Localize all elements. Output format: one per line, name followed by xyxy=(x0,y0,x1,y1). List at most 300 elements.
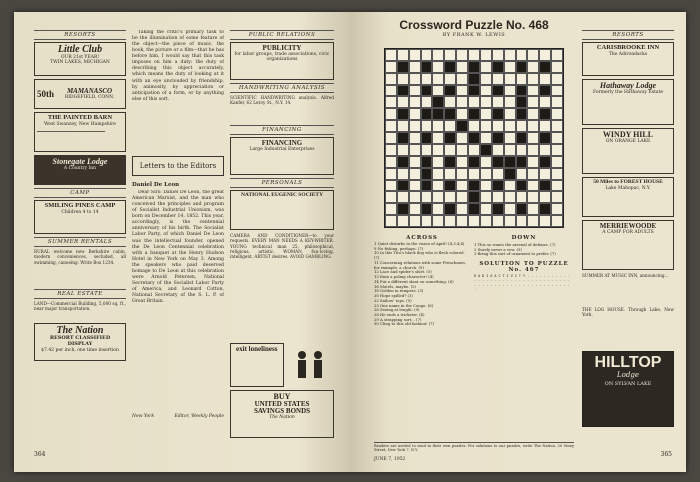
grid-cell xyxy=(444,144,456,156)
grid-cell xyxy=(432,180,444,192)
grid-cell xyxy=(432,61,444,73)
grid-cell xyxy=(409,156,421,168)
ad-publicity: PUBLICITY for labor groups, trade associations, civic organizations xyxy=(230,42,334,80)
grid-cell xyxy=(456,61,468,73)
page-number: 364 xyxy=(34,451,46,458)
grid-cell xyxy=(504,108,516,120)
real-estate-text: LAND—Commercial Building, 5,000 sq. ft., near major transportation. xyxy=(34,301,126,312)
grid-black-square xyxy=(492,156,504,168)
section-header: RESORTS xyxy=(582,30,674,40)
grid-cell xyxy=(409,108,421,120)
puzzle-title: Crossword Puzzle No. 468 xyxy=(399,18,549,32)
grid-black-square xyxy=(397,180,409,192)
ad-painted-barn: THE PAINTED BARN West Swanzey, New Hampshire ━━━━━━━━━━━━━━━━━━━━━━━━━━━ xyxy=(34,112,126,152)
letters-box xyxy=(132,156,224,176)
grid-cell xyxy=(516,73,528,85)
grid-black-square xyxy=(516,108,528,120)
grid-black-square xyxy=(539,156,551,168)
down-clue: 3 Bring this sort of ornament to prefer. (7) xyxy=(474,251,556,257)
grid-cell xyxy=(456,85,468,97)
grid-cell xyxy=(397,191,409,203)
letter-body: Dear Sirs: Daniel De Leon, the great American Marxist, and the man who conceived the principles and program of Socialist Industrial Unionism, was born on December 14, 1852. This year, accordingly, is the centennial anniversary of his birth. The Socialist Labor Party, of which Daniel De Leon was the intellectual founder, opened the De Leon Centennial celebration with a banquet at the Henry Hudson Hotel in New York on May 3. Among the speakers who paid deserved homage to De Leon at this celebration were Arnold Petersen, National Secretary of the Socialist Labor Party of America, and Leonard Cotton, National Secretary of the S. L. P. of Great Britain. xyxy=(132,190,224,305)
grid-cell xyxy=(551,108,563,120)
grid-cell xyxy=(504,73,516,85)
grid-cell xyxy=(527,168,539,180)
across-clue: 18 Golden in tempers. (3) xyxy=(374,288,424,294)
grid-cell xyxy=(504,191,516,203)
grid-black-square xyxy=(397,156,409,168)
across-clue: 23 One name in the Congo. (6) xyxy=(374,302,434,308)
grid-black-square xyxy=(516,85,528,97)
across-clue: 28 He ends a trickster. (4) xyxy=(374,312,425,318)
grid-cell xyxy=(397,120,409,132)
grid-black-square xyxy=(432,108,444,120)
grid-cell xyxy=(385,120,397,132)
down-clue: 2 Surely never a vow. (5) xyxy=(474,246,522,252)
grid-cell xyxy=(527,61,539,73)
solution-header: SOLUTION TO PUZZLE No. 467 xyxy=(479,261,569,274)
across-clue: 11 Concerning relations with some Frenchmen, for example, a church. (9) xyxy=(374,259,466,270)
section-header: PERSONALS xyxy=(230,178,334,188)
grid-cell xyxy=(504,215,516,227)
ad-mamanasco: 50th MAMANASCO RIDGEFIELD, CONN. xyxy=(34,79,126,109)
ad-exit-loneliness: exit loneliness xyxy=(230,343,284,387)
grid-black-square xyxy=(468,108,480,120)
grid-cell xyxy=(409,144,421,156)
across-clue: 16 Motels, maybe. (5) xyxy=(374,283,417,289)
ad-hilltop: HILLTOP Lodge ON SYLVAN LAKE xyxy=(582,351,674,427)
crossword-column xyxy=(374,18,574,38)
grid-cell xyxy=(492,215,504,227)
grid-cell xyxy=(444,215,456,227)
grid-cell xyxy=(551,61,563,73)
grid-black-square xyxy=(421,132,433,144)
grid-cell xyxy=(444,168,456,180)
grid-cell xyxy=(480,49,492,61)
grid-cell xyxy=(527,132,539,144)
grid-cell xyxy=(385,156,397,168)
grid-cell xyxy=(492,168,504,180)
grid-cell xyxy=(397,144,409,156)
grid-black-square xyxy=(421,203,433,215)
handwriting-text: SCIENTIFIC HANDWRITING analysis. Alfred Kanfer, 62 Leroy St., N.Y. 14. xyxy=(230,95,334,106)
grid-cell xyxy=(409,73,421,85)
grid-cell xyxy=(385,191,397,203)
grid-black-square xyxy=(492,203,504,215)
rentals-text: RURAL welcome new Berkshire cabin, modern conveniences, secluded, all swimming, canoeing. Write Box 1234. xyxy=(34,249,126,265)
grid-black-square xyxy=(397,85,409,97)
grid-cell xyxy=(432,144,444,156)
grid-cell xyxy=(456,144,468,156)
grid-black-square xyxy=(539,180,551,192)
grid-black-square xyxy=(492,61,504,73)
grid-cell xyxy=(504,203,516,215)
grid-cell xyxy=(504,180,516,192)
classified-column xyxy=(230,30,334,441)
grid-cell xyxy=(456,108,468,120)
grid-black-square xyxy=(539,85,551,97)
grid-black-square xyxy=(397,203,409,215)
grid-cell xyxy=(516,49,528,61)
across-clue: 29 A strapping sort... (7) xyxy=(374,316,422,322)
grid-cell xyxy=(468,49,480,61)
ad-forest-house: 50 Miles to FOREST HOUSE Lake Mahopac, N.Y. xyxy=(582,177,674,217)
grid-cell xyxy=(409,132,421,144)
resort-ads-column xyxy=(34,30,126,364)
puzzle-footer: Readers are invited to send in their own puzzles. For solutions to our puzzles, write The Nation, 20 Vesey Street, New York 7, N.Y. xyxy=(374,444,574,453)
grid-cell xyxy=(456,49,468,61)
grid-black-square xyxy=(516,156,528,168)
people-illustration-icon xyxy=(290,345,330,385)
grid-cell xyxy=(421,120,433,132)
grid-cell xyxy=(432,85,444,97)
ad-carisbrooke: CARISBROOKE INN The Adirondacks xyxy=(582,42,674,76)
across-clue-list xyxy=(374,242,470,327)
grid-black-square xyxy=(504,168,516,180)
grid-cell xyxy=(444,96,456,108)
grid-cell xyxy=(456,203,468,215)
grid-black-square xyxy=(492,132,504,144)
grid-cell xyxy=(385,144,397,156)
across-clue: 9 No fishing, perhaps. (7) xyxy=(374,245,424,251)
grid-cell xyxy=(539,168,551,180)
grid-cell xyxy=(409,49,421,61)
grid-black-square xyxy=(516,180,528,192)
article-text: Taking the critic's primary task to be the illumination of some feature of the object—the piece of music, the book, the picture or a film—that he has before him, I would say that this task imposes on him a duty: the duty of describing this object accurately, which means the duty of looking at it with an eye unclouded by friendship, by animosity, by appreciation or anticipation of a form, or by anything else of this sort. xyxy=(132,30,224,102)
section-header: HANDWRITING ANALYSIS xyxy=(230,83,334,93)
figures-illustration xyxy=(287,343,335,387)
grid-black-square xyxy=(432,96,444,108)
grid-cell xyxy=(432,168,444,180)
grid-black-square xyxy=(516,96,528,108)
across-clue: 30 Cling to this old fashion! (7) xyxy=(374,321,435,327)
grid-cell xyxy=(551,144,563,156)
right-resort-column xyxy=(582,30,674,427)
grid-cell xyxy=(468,144,480,156)
grid-cell xyxy=(421,191,433,203)
grid-cell xyxy=(385,168,397,180)
grid-cell xyxy=(539,73,551,85)
section-header: FINANCING xyxy=(230,125,334,135)
grid-cell xyxy=(456,96,468,108)
grid-cell xyxy=(551,85,563,97)
grid-black-square xyxy=(468,73,480,85)
across-clues xyxy=(374,234,470,327)
ad-nation-classified: The Nation RESORT CLASSIFIED DISPLAY $7.42 per inch, one time insertion xyxy=(34,323,126,361)
grid-cell xyxy=(385,61,397,73)
summer-note: SUMMER AT MUSIC INN, announcing... xyxy=(582,273,669,278)
grid-cell xyxy=(468,215,480,227)
grid-cell xyxy=(504,120,516,132)
grid-cell xyxy=(480,85,492,97)
grid-cell xyxy=(468,96,480,108)
grid-cell xyxy=(551,73,563,85)
grid-cell xyxy=(444,73,456,85)
section-header: REAL ESTATE xyxy=(34,289,126,299)
section-header: CAMP xyxy=(34,188,126,198)
grid-cell xyxy=(468,120,480,132)
grid-cell xyxy=(480,180,492,192)
grid-cell xyxy=(432,156,444,168)
grid-black-square xyxy=(539,108,551,120)
letters-title: Letters to the Editors xyxy=(139,162,217,170)
grid-cell xyxy=(504,144,516,156)
grid-cell xyxy=(516,120,528,132)
grid-cell xyxy=(504,49,516,61)
grid-cell xyxy=(480,191,492,203)
grid-cell xyxy=(421,144,433,156)
grid-cell xyxy=(551,156,563,168)
grid-cell xyxy=(456,168,468,180)
ad-hathaway: Hathaway Lodge Formerly the Hathaway Estate xyxy=(582,79,674,125)
grid-black-square xyxy=(468,132,480,144)
grid-cell xyxy=(385,215,397,227)
ad-merriewoode: MERRIEWOODE A CAMP FOR ADULTS xyxy=(582,220,674,270)
page-number: 365 xyxy=(660,451,672,458)
puzzle-byline: BY FRANK W. LEWIS xyxy=(442,32,506,38)
grid-cell xyxy=(421,49,433,61)
grid-cell xyxy=(385,49,397,61)
grid-cell xyxy=(539,96,551,108)
grid-cell xyxy=(456,215,468,227)
grid-cell xyxy=(527,215,539,227)
grid-cell xyxy=(480,61,492,73)
grid-cell xyxy=(480,203,492,215)
grid-cell xyxy=(527,73,539,85)
ad-savings-bonds: BUY UNITED STATES SAVINGS BONDS The Nation xyxy=(230,390,334,438)
grid-black-square xyxy=(397,108,409,120)
crossword-grid xyxy=(384,48,564,228)
grid-cell xyxy=(397,168,409,180)
grid-cell xyxy=(409,168,421,180)
grid-cell xyxy=(492,144,504,156)
grid-black-square xyxy=(397,61,409,73)
grid-cell xyxy=(385,203,397,215)
grid-black-square xyxy=(516,203,528,215)
grid-black-square xyxy=(421,156,433,168)
grid-cell xyxy=(432,203,444,215)
grid-cell xyxy=(527,191,539,203)
grid-cell xyxy=(421,73,433,85)
grid-black-square xyxy=(468,85,480,97)
grid-black-square xyxy=(444,108,456,120)
grid-cell xyxy=(551,132,563,144)
grid-cell xyxy=(409,120,421,132)
grid-cell xyxy=(385,180,397,192)
grid-cell xyxy=(480,108,492,120)
grid-cell xyxy=(527,203,539,215)
grid-cell xyxy=(397,96,409,108)
section-header: PUBLIC RELATIONS xyxy=(230,30,334,40)
grid-black-square xyxy=(516,132,528,144)
grid-black-square xyxy=(539,132,551,144)
grid-cell xyxy=(504,96,516,108)
grid-cell xyxy=(421,96,433,108)
grid-black-square xyxy=(421,180,433,192)
down-header: DOWN xyxy=(511,235,537,241)
section-header: RESORTS xyxy=(34,30,126,40)
ad-eugenic-society: NATIONAL EUGENIC SOCIETY xyxy=(230,190,334,230)
grid-cell xyxy=(456,156,468,168)
grid-black-square xyxy=(444,203,456,215)
grid-cell xyxy=(397,215,409,227)
grid-cell xyxy=(516,191,528,203)
down-clue: 1 This so wants the arsenal of defense. (7) xyxy=(474,241,556,247)
grid-cell xyxy=(516,168,528,180)
down-clue-list xyxy=(474,235,574,257)
log-house-note: THE LOG HOUSE. Through Lake, New York. xyxy=(582,307,674,318)
grid-black-square xyxy=(468,61,480,73)
grid-cell xyxy=(456,180,468,192)
grid-cell xyxy=(421,215,433,227)
grid-cell xyxy=(385,132,397,144)
grid-black-square xyxy=(421,61,433,73)
grid-cell xyxy=(527,156,539,168)
grid-cell xyxy=(527,49,539,61)
letter-signoff: New York Editor, Weekly People xyxy=(132,414,224,419)
across-clue: 13 Ruin a poling character! (4) xyxy=(374,274,434,280)
grid-cell xyxy=(456,191,468,203)
grid-cell xyxy=(551,120,563,132)
grid-black-square xyxy=(468,191,480,203)
grid-black-square xyxy=(539,61,551,73)
ad-windy-hill: WINDY HILL ON ORANGE LAKE xyxy=(582,128,674,174)
grid-cell xyxy=(551,49,563,61)
bottom-ads-row xyxy=(230,343,334,390)
grid-cell xyxy=(551,191,563,203)
across-clue: 1 Quiet disturbs in the vision of April! (4,3,4,4) xyxy=(374,241,465,246)
grid-cell xyxy=(527,96,539,108)
grid-cell xyxy=(539,191,551,203)
grid-cell xyxy=(385,73,397,85)
grid-cell xyxy=(551,180,563,192)
grid-cell xyxy=(492,73,504,85)
grid-cell xyxy=(432,215,444,227)
grid-cell xyxy=(456,73,468,85)
across-clue: 10 In this Tito's black dog who is flesh colored. (7) xyxy=(374,250,465,261)
grid-cell xyxy=(539,144,551,156)
grid-cell xyxy=(480,96,492,108)
grid-black-square xyxy=(444,61,456,73)
grid-cell xyxy=(385,85,397,97)
letters-column xyxy=(132,30,224,419)
grid-cell xyxy=(492,191,504,203)
ad-stonegate: Stonegate Lodge A Country Inn xyxy=(34,155,126,185)
grid-black-square xyxy=(539,203,551,215)
grid-black-square xyxy=(444,85,456,97)
grid-black-square xyxy=(492,108,504,120)
grid-cell xyxy=(409,180,421,192)
grid-black-square xyxy=(516,61,528,73)
grid-cell xyxy=(492,120,504,132)
date-line: JUNE 7, 1952 xyxy=(374,457,406,462)
grid-cell xyxy=(385,108,397,120)
grid-cell xyxy=(516,215,528,227)
grid-cell xyxy=(504,61,516,73)
grid-cell xyxy=(409,61,421,73)
left-page xyxy=(14,12,350,472)
grid-cell xyxy=(539,215,551,227)
grid-cell xyxy=(409,191,421,203)
grid-black-square xyxy=(421,168,433,180)
grid-black-square xyxy=(480,144,492,156)
grid-black-square xyxy=(468,180,480,192)
grid-cell xyxy=(492,49,504,61)
grid-black-square xyxy=(468,203,480,215)
grid-black-square xyxy=(468,156,480,168)
ad-little-club: Little Club OUR 21st YEAR! TWIN LAKES, MICHIGAN xyxy=(34,42,126,76)
across-header: ACROSS xyxy=(406,235,438,241)
grid-cell xyxy=(527,108,539,120)
grid-cell xyxy=(504,132,516,144)
grid-cell xyxy=(551,203,563,215)
grid-cell xyxy=(480,215,492,227)
magazine-spread xyxy=(14,12,686,472)
grid-cell xyxy=(516,144,528,156)
grid-black-square xyxy=(492,85,504,97)
grid-cell xyxy=(480,168,492,180)
grid-cell xyxy=(468,168,480,180)
grid-cell xyxy=(397,49,409,61)
grid-cell xyxy=(432,191,444,203)
grid-cell xyxy=(480,120,492,132)
solution-text: R A D I O A C T I V I T Y . . . . . . . . . . . . . . . . . . . . . . . . . . . . . . . . . . . . . . . . . . . . . . . . . . . . . . . . . . . . xyxy=(474,274,570,291)
grid-cell xyxy=(409,96,421,108)
grid-cell xyxy=(444,191,456,203)
grid-cell xyxy=(432,73,444,85)
grid-cell xyxy=(539,120,551,132)
grid-cell xyxy=(409,85,421,97)
grid-cell xyxy=(539,49,551,61)
grid-cell xyxy=(480,132,492,144)
grid-black-square xyxy=(421,85,433,97)
grid-black-square xyxy=(444,132,456,144)
letter-heading: Daniel De Leon xyxy=(132,182,180,188)
grid-black-square xyxy=(456,120,468,132)
grid-cell xyxy=(504,85,516,97)
grid-cell xyxy=(409,203,421,215)
across-clue: 20 Hope spilled? (3) xyxy=(374,293,413,299)
grid-black-square xyxy=(397,132,409,144)
grid-cell xyxy=(385,96,397,108)
across-clue: 12 Lace and spider's shirt. (5) xyxy=(374,269,432,275)
section-header: SUMMER RENTALS xyxy=(34,237,126,247)
ad-financing: FINANCING Large Industrial Enterprises xyxy=(230,137,334,175)
grid-cell xyxy=(480,156,492,168)
grid-black-square xyxy=(444,180,456,192)
across-clue: 22 Sailors' tops. (5) xyxy=(374,297,412,303)
grid-cell xyxy=(527,120,539,132)
grid-cell xyxy=(492,96,504,108)
ad-smiling-pines: SMILING PINES CAMP Children 4 to 14 xyxy=(34,200,126,234)
grid-cell xyxy=(432,132,444,144)
across-clue: 14 Put a different slant on something. (6) xyxy=(374,278,454,284)
personals-text: CAMERA AND CONDITIONER—to your requests. EVERY MAN NEEDS A KEY-WRITER. YOUNG technical man 25, philosophical, religious, artistic. WOMAN, fun-loving, intelligent. ARTIST desires. AVOID GAMBLING. xyxy=(230,233,334,259)
grid-cell xyxy=(397,73,409,85)
across-clue: 26 Seeing at length. (9) xyxy=(374,307,420,313)
down-clues xyxy=(474,234,574,354)
right-page xyxy=(350,12,686,472)
grid-black-square xyxy=(444,156,456,168)
grid-cell xyxy=(432,49,444,61)
grid-cell xyxy=(444,120,456,132)
grid-black-square xyxy=(504,156,516,168)
grid-cell xyxy=(480,73,492,85)
grid-cell xyxy=(551,96,563,108)
grid-black-square xyxy=(421,108,433,120)
grid-cell xyxy=(527,85,539,97)
grid-cell xyxy=(551,215,563,227)
